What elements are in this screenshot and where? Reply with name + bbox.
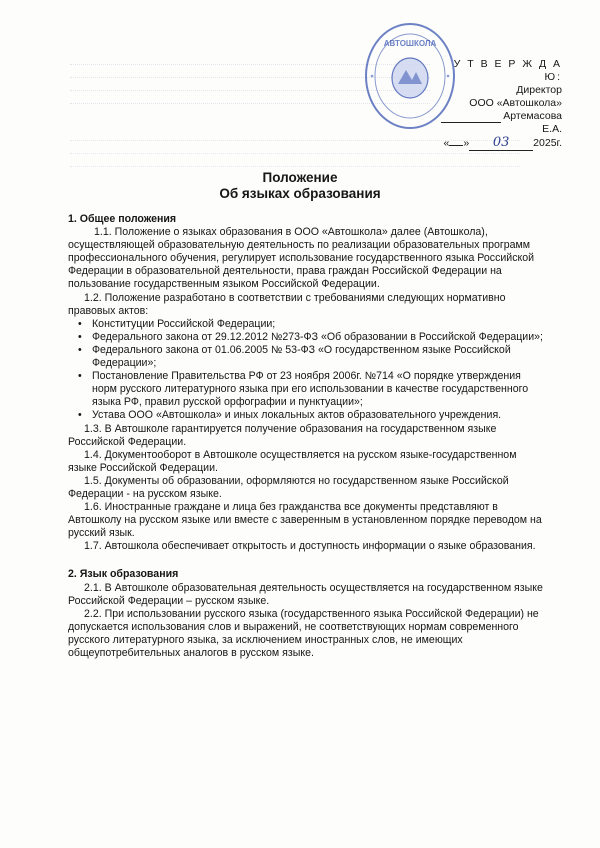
approval-block: У Т В Е Р Ж Д А Ю: Директор ООО «Автошкола» Артемасова Е.А. « » 03 2025г. <box>440 58 562 151</box>
paragraph-2-1: 2.1. В Автошколе образовательная деятельность осуществляется на государственном языке Российской Федерации – русском языке. <box>68 581 543 607</box>
list-item: • Федерального закона от 01.06.2005 № 53-ФЗ «О государственном языке Российской Федерации»; <box>68 344 546 370</box>
paragraph-1-6: 1.6. Иностранные граждане и лица без гражданства все документы представляют в Автошколу на русском языке или вместе с заверенным в установленном порядке переводом на русский язык. <box>68 501 542 540</box>
approval-signatory: Артемасова Е.А. <box>503 110 562 135</box>
signature-line <box>441 122 501 123</box>
stamp-text: АВТОШКОЛА <box>383 39 437 48</box>
doc-title: Положение <box>262 170 338 185</box>
list-item: • Устава ООО «Автошкола» и иных локальных актов образовательного учреждения. <box>68 409 546 422</box>
list-item: • Конституции Российской Федерации; <box>68 318 546 331</box>
legal-acts-list <box>68 318 546 423</box>
section-2-heading: 2. Язык образования <box>68 568 179 581</box>
paragraph-1-1: 1.1. Положение о языках образования в ООО «Автошкола» далее (Автошкола), осуществляющей образовательную деятельность по реализации образовательных программ профессионального обучения, регулирует использование государственного языка Российской Федерации в образовательной деятельности, права граждан Российской Федерации на пользование государственным языком Российской Федерации. <box>68 226 535 291</box>
paragraph-1-5: 1.5. Документы об образовании, оформляются но государственном языке Российской Федерации - на русском языке. <box>68 474 509 500</box>
section-1-heading: 1. Общее положения <box>68 213 177 225</box>
paragraph-1-4: 1.4. Документооборот в Автошколе осуществляется на русском языке-государственном языке Российской Федерации. <box>68 448 517 474</box>
list-item: • Федерального закона от 29.12.2012 №273-ФЗ «Об образовании в Российской Федерации»; <box>68 331 546 344</box>
doc-subtitle: Об языках образования <box>219 186 381 201</box>
approval-org: ООО «Автошкола» <box>469 97 562 109</box>
approval-position: Директор <box>516 84 562 96</box>
approval-date-year: 2025г. <box>533 137 562 149</box>
approval-date-month: 03 <box>492 135 510 150</box>
paragraph-1-7: 1.7. Автошкола обеспечивает открытость и доступность информации о языке образования. <box>84 540 536 553</box>
list-item: • Постановление Правительства РФ от 23 ноября 2006г. №714 «О порядке утверждения норм русского литературного языка при его использовании в качестве государственного языка РФ, правил русской орфографии и пунктуации»; <box>68 370 546 409</box>
document-body <box>68 211 546 660</box>
approval-title: У Т В Е Р Ж Д А Ю: <box>453 58 562 83</box>
paragraph-2-2: 2.2. При использовании русского языка (государственного языка Российской Федерации) не допускается использования слов и выражений, не соответствующих нормам современного русского литературного языка, за исключением иностранных слов, не имеющих общеупотребительных аналогов в русском языке. <box>68 607 539 659</box>
paragraph-1-3: 1.3. В Автошколе гарантируется получение образования на государственном языке Российской Федерации. <box>68 422 497 448</box>
paragraph-1-2: 1.2. Положение разработано в соответствии с требованиями следующих нормативно правовых актов: <box>68 291 506 317</box>
